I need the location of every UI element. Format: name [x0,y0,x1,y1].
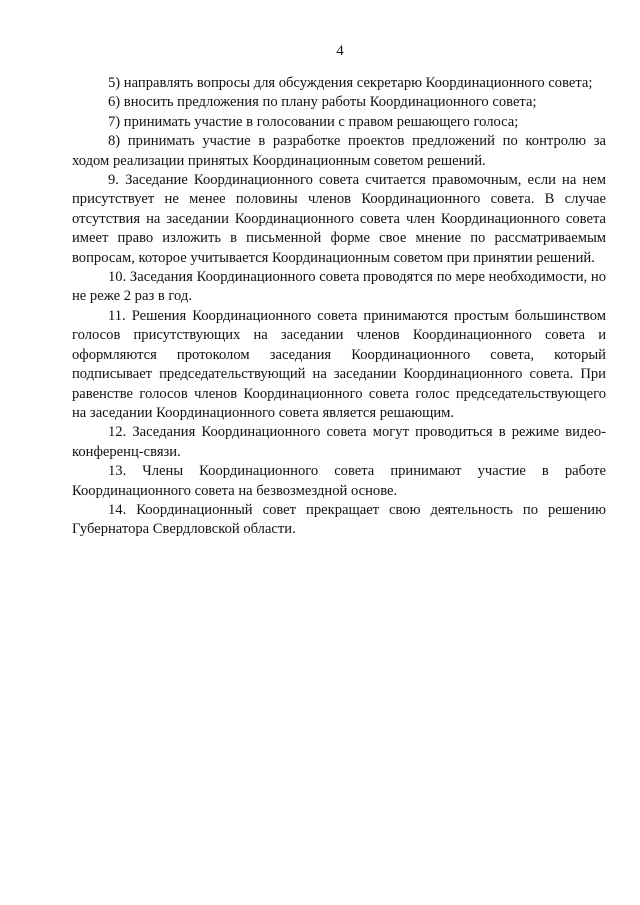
paragraph-clause-14: 14. Координационный совет прекращает свою деятельность по решению Губернатора Свердловской области. [72,501,606,538]
paragraph-item-6: 6) вносить предложения по плану работы Координационного совета; [108,94,537,111]
paragraph-clause-9: 9. Заседание Координационного совета считается правомочным, если на нем присутствует не менее половины членов Координационного совета. В случае отсутствия на заседании Координационного совета член Координационного совета имеет право изложить в письменной форме свое мнение по рассматриваемым вопросам, которое учитывается Координационным советом при принятии решений. [72,172,606,266]
document-body [72,74,606,540]
paragraph-item-8: 8) принимать участие в разработке проектов предложений по контролю за ходом реализации принятых Координационным советом решений. [72,133,606,169]
paragraph-clause-13: 13. Члены Координационного совета принимают участие в работе Координационного совета на безвозмездной основе. [72,463,606,499]
paragraph-clause-12: 12. Заседания Координационного совета могут проводиться в режиме видео-конференц-связи. [72,424,606,460]
paragraph-clause-11: 11. Решения Координационного совета принимаются простым большинством голосов присутствующих на заседании членов Координационного совета и оформляются протоколом заседания Координационного совета, который подписывает председательствующий на заседании Координационного совета. При равенстве голосов членов Координационного совета голос председательствующего на заседании Координационного совета является решающим. [72,307,606,421]
paragraph-item-5: 5) направлять вопросы для обсуждения секретарю Координационного совета; [108,75,593,91]
paragraph-item-7: 7) принимать участие в голосовании с правом решающего голоса; [108,113,519,130]
page-number: 4 [336,43,344,59]
paragraph-clause-10: 10. Заседания Координационного совета проводятся по мере необходимости, но не реже 2 раз в год. [72,269,606,305]
